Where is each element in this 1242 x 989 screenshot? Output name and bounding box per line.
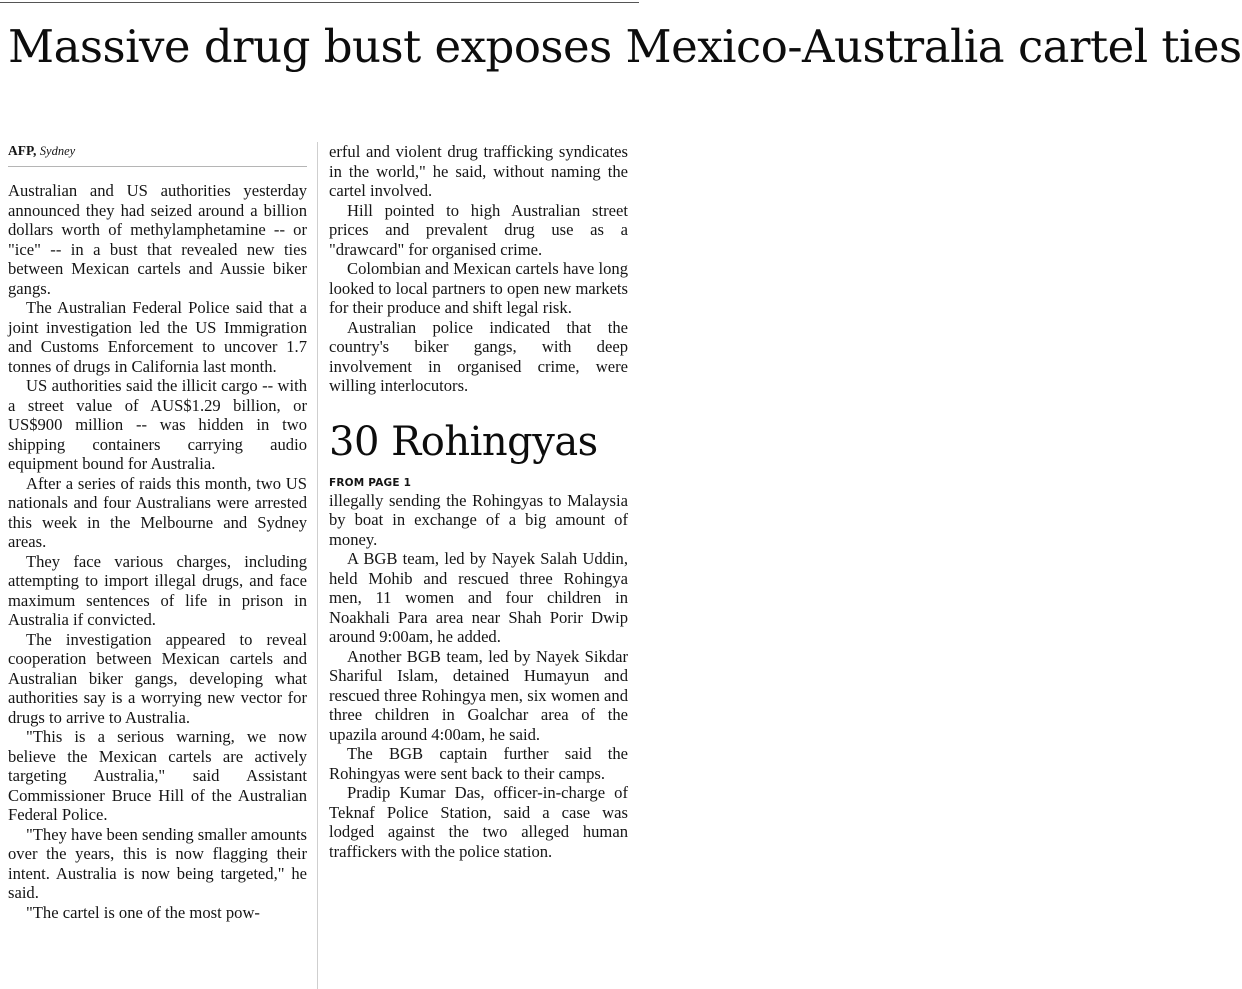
paragraph: "They have been sending smaller amounts over the years, this is now flagging their intent. Australia is now being targeted," he said.	[8, 824, 307, 902]
paragraph: US authorities said the illicit cargo -- with a street value of AUS$1.29 billion, or US$900 million -- was hidden in two shipping containers carrying audio equipment bound for Australia.	[8, 376, 307, 473]
paragraph: Colombian and Mexican cartels have long looked to local partners to open new markets for their produce and shift legal risk.	[329, 259, 628, 317]
main-headline: Massive drug bust exposes Mexico-Australia cartel ties	[8, 20, 1242, 73]
dateline	[8, 142, 307, 160]
paragraph: illegally sending the Rohingyas to Malaysia by boat in exchange of a big amount of money.	[329, 490, 628, 549]
paragraph: After a series of raids this month, two US nationals and four Australians were arrested this week in the Melbourne and Sydney areas.	[8, 473, 307, 551]
paragraph: They face various charges, including attempting to import illegal drugs, and face maximum sentences of life in prison in Australia if convicted.	[8, 551, 307, 629]
top-rule	[0, 2, 639, 3]
paragraph: "The cartel is one of the most pow-	[26, 902, 260, 922]
column-divider	[317, 142, 318, 989]
right-column	[329, 142, 628, 861]
paragraph: Hill pointed to high Australian street prices and prevalent drug use as a "drawcard" for organised crime.	[329, 200, 628, 259]
paragraph: The Australian Federal Police said that a joint investigation led the US Immigration and Customs Enforcement to uncover 1.7 tonnes of drugs in California last month.	[8, 298, 307, 376]
paragraph: The investigation appeared to reveal cooperation between Mexican cartels and Australian biker gangs, developing what authorities say is a worrying new vector for drugs to arrive to Australia.	[8, 629, 307, 727]
dateline-rule	[8, 166, 307, 167]
paragraph: The BGB captain further said the Rohingyas were sent back to their camps.	[329, 744, 628, 783]
paragraph: Another BGB team, led by Nayek Sikdar Shariful Islam, detained Humayun and rescued three Rohingya men, six women and three children in Goalchar area of the upazila around 4:00am, he said.	[329, 646, 628, 744]
paragraph: Australian police indicated that the country's biker gangs, with deep involvement in organised crime, were willing interlocutors.	[329, 317, 628, 395]
agency-credit: AFP,	[8, 143, 37, 158]
paragraph: "This is a serious warning, we now believe the Mexican cartels are actively targeting Australia," said Assistant Commissioner Bruce Hill of the Australian Federal Police.	[8, 727, 307, 824]
paragraph: erful and violent drug trafficking syndicates in the world," he said, without naming the cartel involved.	[329, 142, 628, 200]
paragraph: Australian and US authorities yesterday announced they had seized around a billion dollars worth of methylamphetamine -- or "ice" -- in a bust that revealed new ties between Mexican cartels and Aussie biker gangs.	[8, 181, 307, 298]
from-page-label: FROM PAGE 1	[329, 476, 412, 489]
paragraph: Pradip Kumar Das, officer-in-charge of Teknaf Police Station, said a case was lodged against the two alleged human traffickers with the police station.	[329, 783, 628, 861]
second-story-headline: 30 Rohingyas	[329, 418, 598, 465]
paragraph: A BGB team, led by Nayek Salah Uddin, held Mohib and rescued three Rohingya men, 11 women and four children in Noakhali Para area near Shah Porir Dwip around 9:00am, he added.	[329, 549, 628, 646]
dateline-city: Sydney	[39, 144, 76, 158]
main-story-left-column	[8, 142, 307, 922]
